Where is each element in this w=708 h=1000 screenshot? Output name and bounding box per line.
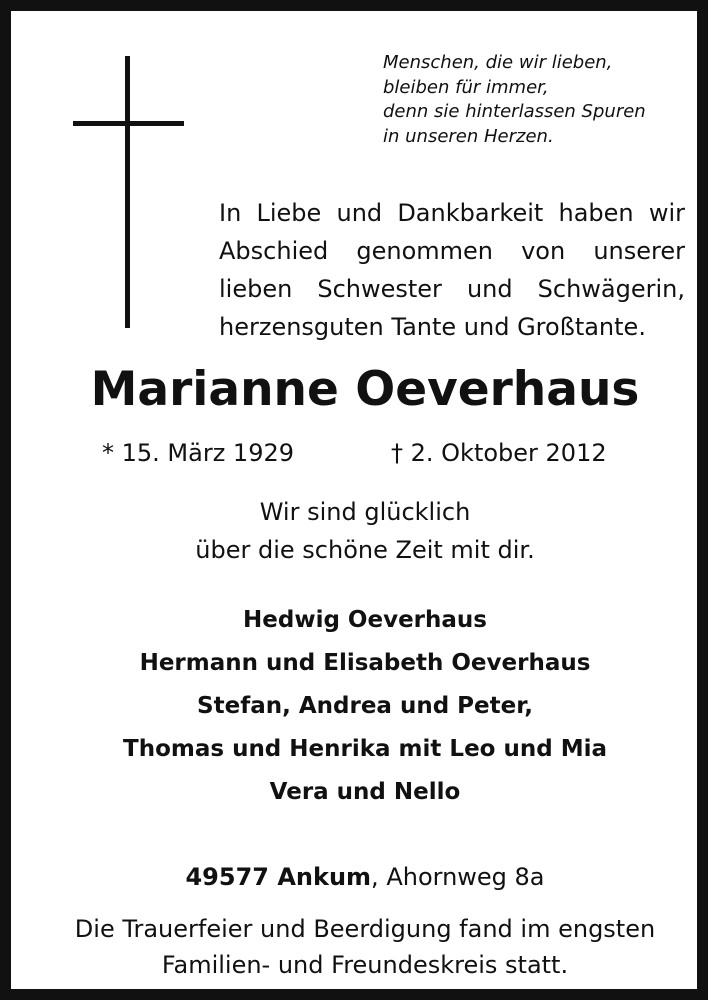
address-street: Ahornweg 8a <box>386 863 545 891</box>
mourner-entry: Thomas und Henrika mit Leo und Mia <box>123 736 607 762</box>
memorial-quote <box>383 51 703 149</box>
address-separator: , <box>371 863 387 891</box>
death-date: † 2. Oktober 2012 <box>391 439 607 467</box>
deceased-name: Marianne Oeverhaus <box>90 362 640 417</box>
mourner-entry: Vera und Nello <box>269 779 461 805</box>
farewell-line: In Liebe und Dankbarkeit haben wir <box>219 199 685 227</box>
remembrance-saying <box>11 493 708 569</box>
funeral-notice <box>11 911 708 983</box>
funeral-notice-line: Die Trauerfeier und Beerdigung fand im engsten <box>74 915 656 943</box>
birth-date: * 15. März 1929 <box>102 439 295 467</box>
saying-line: über die schöne Zeit mit dir. <box>195 536 535 564</box>
farewell-line: herzensguten Tante und Großtante. <box>219 313 646 341</box>
farewell-line: Abschied genommen von unserer <box>219 237 685 265</box>
mourner-entry: Hermann und Elisabeth Oeverhaus <box>139 650 591 676</box>
saying-line: Wir sind glücklich <box>259 498 471 526</box>
quote-line: Menschen, die wir lieben, <box>383 52 613 73</box>
address-city: 49577 Ankum <box>185 863 372 891</box>
quote-line: in unseren Herzen. <box>383 125 554 147</box>
mourner-entry: Stefan, Andrea und Peter, <box>197 693 533 719</box>
mourners-list <box>11 599 708 814</box>
family-address <box>11 857 708 897</box>
mourner-entry: Hedwig Oeverhaus <box>243 607 487 633</box>
quote-line: denn sie hinterlassen Spuren <box>383 101 646 122</box>
cross-vertical-bar <box>125 56 130 328</box>
quote-line: bleiben für immer, <box>383 76 549 98</box>
cross-horizontal-bar <box>73 121 184 126</box>
farewell-text <box>219 194 685 346</box>
farewell-line: lieben Schwester und Schwägerin, <box>219 275 685 303</box>
funeral-notice-line: Familien- und Freundeskreis statt. <box>161 951 569 979</box>
